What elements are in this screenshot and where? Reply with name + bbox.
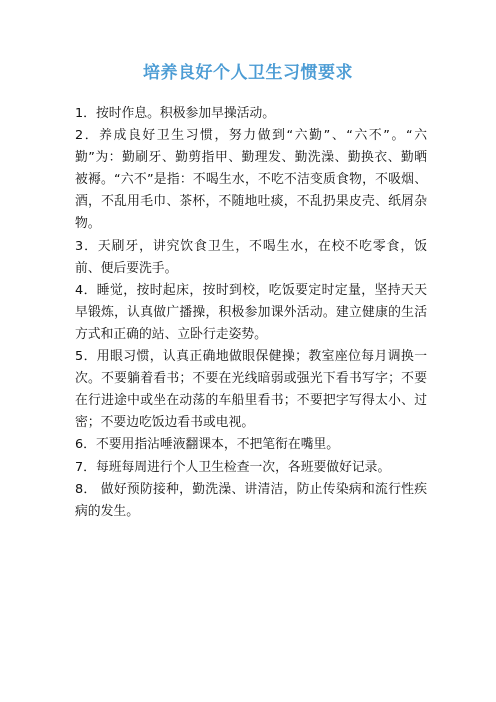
requirement-item-7: 7．每班每周进行个人卫生检查一次，各班要做好记录。	[75, 459, 391, 475]
requirement-item-2: 2．养成良好卫生习惯，努力做到“六勤”、“六不”。“六勤”为：勤刷牙、勤剪指甲、勤理发、勤洗澡、勤换衣、勤晒被褥。“六不”是指：不喝生水，不吃不洁变质食物，不吸烟、酒，不乱用毛巾、茶杯，不随地吐痰，不乱扔果皮壳、纸屑杂物。	[75, 128, 427, 232]
requirement-item-1: 1．按时作息。积极参加早操活动。	[75, 106, 276, 121]
requirement-item-5: 5．用眼习惯，认真正确地做眼保健操；教室座位每月调换一次。不要躺着看书；不要在光线暗弱或强光下看书写字；不要在行进途中或坐在动荡的车船里看书；不要把字写得太小、过密；不要边吃饭边看书或电视。	[75, 349, 427, 431]
requirement-item-4: 4．睡觉，按时起床，按时到校，吃饭要定时定量，坚持天天早锻炼，认真做广播操，积极参加课外活动。建立健康的生活方式和正确的站、立卧行走姿势。	[75, 282, 427, 342]
requirement-item-8: 8． 做好预防接种，勤洗澡、讲清洁，防止传染病和流行性疾病的发生。	[75, 481, 427, 519]
requirement-item-6: 6．不要用指沾唾液翻课本，不把笔衔在嘴里。	[75, 437, 340, 453]
requirement-item-3: 3．天刷牙，讲究饮食卫生，不喝生水，在校不吃零食，饭前、便后要洗手。	[75, 238, 427, 276]
document-title: 培养良好个人卫生习惯要求	[143, 63, 353, 83]
requirements-list	[75, 103, 427, 523]
